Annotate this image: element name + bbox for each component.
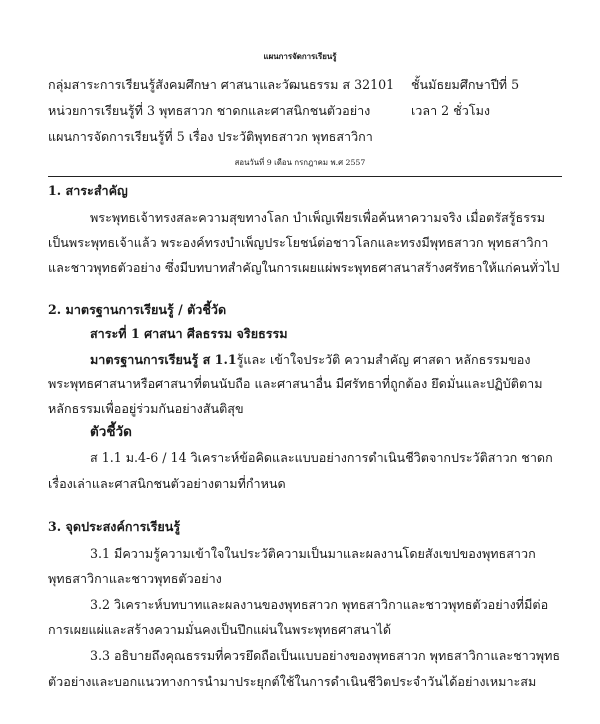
standard-line: หลักธรรมเพื่ออยู่ร่วมกันอย่างสันติสุข [48,401,244,416]
grade-level: ชั้นมัธยมศึกษาปีที่ 5 [411,77,520,92]
objective-line: 3.1 มีความรู้ความเข้าใจในประวัติความเป็นมาและผลงานโดยสังเขปของพุทธสาวก [90,546,536,561]
standard-line [90,351,531,369]
plan-title: แผนการจัดการเรียนรู้ที่ 5 เรื่อง ประวัติพุทธสาวก พุทธสาวิกา [48,129,373,144]
objective-line: พุทธสาวิกาและชาวพุทธตัวอย่าง [48,571,222,586]
strand-title: สาระที่ 1 ศาสนา ศีลธรรม จริยธรรม [90,326,288,341]
section1-line: และชาวพุทธตัวอย่าง ซึ่งมีบทบาทสำคัญในการเผยแผ่พระพุทธศาสนาสร้างศรัทธาให้แก่คนทั่วไป [48,260,560,275]
objective-line: ตัวอย่างและบอกแนวทางการนำมาประยุกต์ใช้ในการดำเนินชีวิตประจำวันได้อย่างเหมาะสม [48,674,537,689]
section3-heading: 3. จุดประสงค์การเรียนรู้ [48,519,181,534]
taught-date: สอนวันที่ 9 เดือน กรกฎาคม พ.ศ 2557 [234,158,366,167]
indicator-line: ส 1.1 ม.4-6 / 14 วิเคราะห์ข้อคิดและแบบอย่างการดำเนินชีวิตจากประวัติสาวก ชาดก [90,450,553,465]
indicator-line: เรื่องเล่าและศาสนิกชนตัวอย่างตามที่กำหนด [48,476,286,491]
standard-label: มาตรฐานการเรียนรู้ ส 1.1 [90,352,237,367]
standard-line: พระพุทธศาสนาหรือศาสนาที่ตนนับถือ และศาสนาอื่น มีศรัทธาที่ถูกต้อง ยึดมั่นและปฏิบัติตาม [48,376,543,391]
section1-line: เป็นพระพุทธเจ้าแล้ว พระองค์ทรงบำเพ็ญประโยชน์ต่อชาวโลกและทรงมีพุทธสาวก พุทธสาวิกา [48,235,549,250]
section2-heading: 2. มาตรฐานการเรียนรู้ / ตัวชี้วัด [48,302,227,317]
section1-heading: 1. สาระสำคัญ [48,183,128,198]
objective-line: การเผยแผ่และสร้างความมั่นคงเป็นปึกแผ่นในพระพุทธศาสนาได้ [48,622,392,637]
indicator-heading: ตัวชี้วัด [90,424,132,440]
subject-area: กลุ่มสาระการเรียนรู้สังคมศึกษา ศาสนาและวัฒนธรรม ส 32101 [48,77,395,92]
duration: เวลา 2 ชั่วโมง [411,103,491,118]
standard-text: รู้และ เข้าใจประวัติ ความสำคัญ ศาสดา หลักธรรมของ [236,352,531,367]
section1-line: พระพุทธเจ้าทรงสละความสุขทางโลก บำเพ็ญเพียรเพื่อค้นหาความจริง เมื่อตรัสรู้ธรรม [90,210,546,225]
unit-title: หน่วยการเรียนรู้ที่ 3 พุทธสาวก ชาดกและศาสนิกชนตัวอย่าง [48,103,371,118]
header-divider [48,176,562,177]
objective-line: 3.3 อธิบายถึงคุณธรรมที่ควรยึดถือเป็นแบบอย่างของพุทธสาวก พุทธสาวิกาและชาวพุทธ [90,648,561,663]
page-title: แผนการจัดการเรียนรู้ [263,52,337,61]
objective-line: 3.2 วิเคราะห์บทบาทและผลงานของพุทธสาวก พุทธสาวิกาและชาวพุทธตัวอย่างที่มีต่อ [90,597,549,612]
